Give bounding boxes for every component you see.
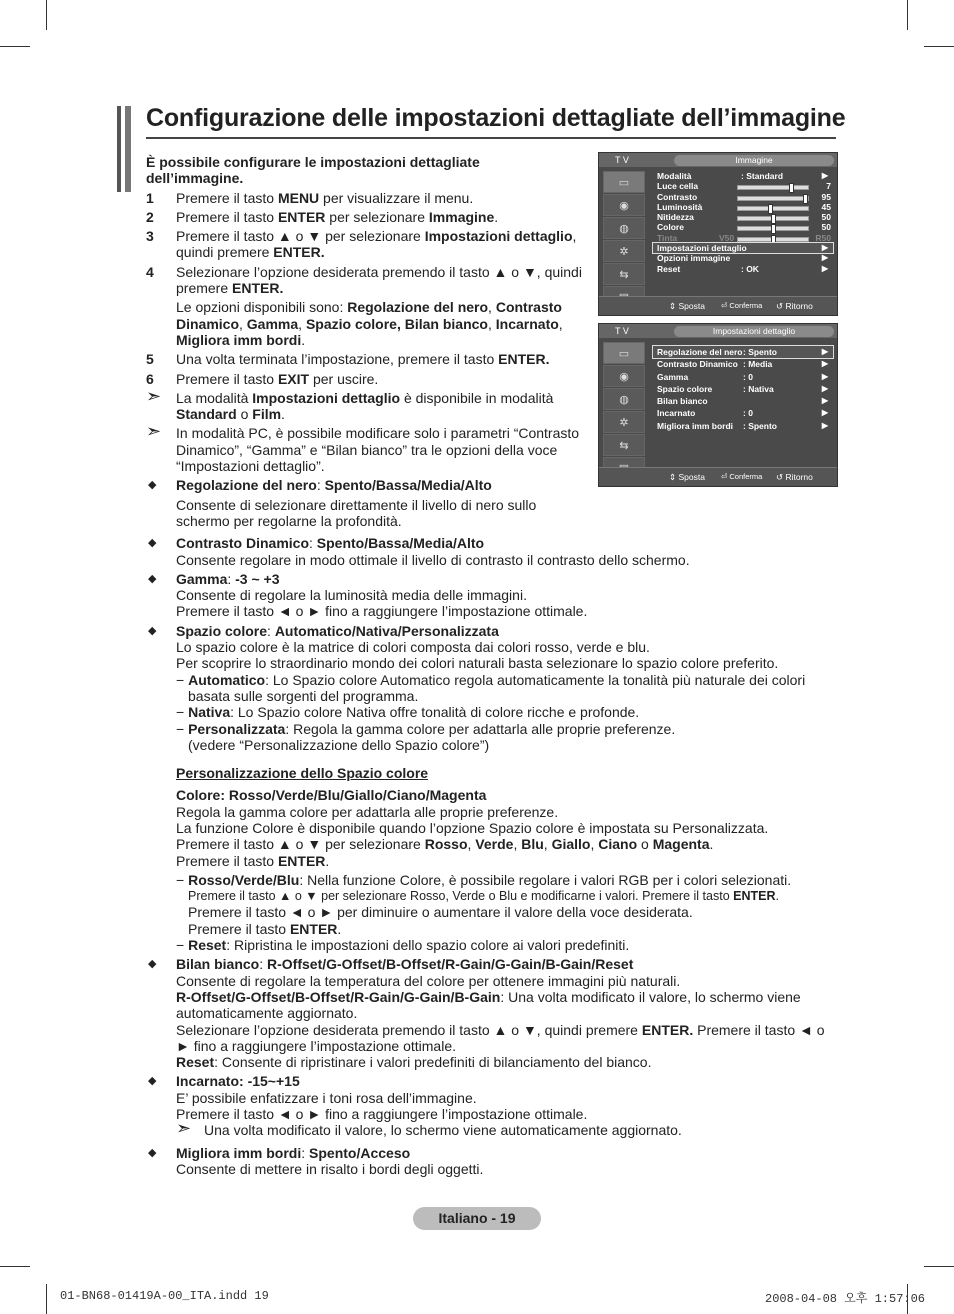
- menu-row-bilan-bianco[interactable]: Bilan bianco ▶: [657, 396, 828, 407]
- sub-rgb-step: Premere il tasto ▲ o ▼ per selezionare Rosso, Verde o Blu e modificarne i valori. Premere il tasto ENTER.: [188, 889, 779, 904]
- menu-row-incarnato[interactable]: Incarnato : 0 ▶: [657, 408, 828, 419]
- sub-rgb-step: Premere il tasto ENTER.: [188, 920, 342, 937]
- bullet-diamond-icon: ◆: [148, 1075, 157, 1088]
- arrow-right-icon: ▶: [821, 396, 828, 406]
- colore-desc: Regola la gamma colore per adattarla alle proprie preferenze.: [176, 803, 559, 820]
- title-rule: [146, 137, 836, 139]
- menu-row-regolazione-nero[interactable]: Regolazione del nero : Spento ▶: [653, 346, 833, 358]
- item-bilan-desc: Selezionare l’opzione desiderata premendo il tasto ▲ o ▼, quindi premere ENTER. Premere il tasto ◄ o ► fino a raggiungere l’impostazione ottimale.: [176, 1021, 825, 1054]
- channel-icon[interactable]: ◍: [603, 388, 645, 410]
- menu-row-colore[interactable]: Colore 50: [657, 222, 831, 233]
- note-arrow-icon: ➣: [176, 1118, 192, 1139]
- step-1: 1 Premere il tasto MENU per visualizzare il menu.: [146, 189, 474, 206]
- tv-menu-rows: [653, 171, 833, 274]
- colore-title: Colore: Rosso/Verde/Blu/Giallo/Ciano/Magenta: [176, 787, 487, 804]
- sound-icon[interactable]: ◉: [603, 194, 645, 216]
- crop-mark: [0, 46, 30, 47]
- slider[interactable]: [737, 196, 809, 201]
- tv-label: T V: [615, 155, 629, 165]
- bullet-diamond-icon: ◆: [148, 958, 157, 971]
- sub-rgb: − Rosso/Verde/Blu: Nella funzione Colore, è possibile regolare i valori RGB per i colori selezionati.: [176, 871, 792, 888]
- item-spazio-desc: Lo spazio colore è la matrice di colori composta dai colori rosso, verde e blu.: [176, 639, 650, 656]
- tv-menu-rows: [653, 346, 833, 432]
- tv-menu-header: [599, 153, 837, 167]
- tv-label: T V: [615, 326, 629, 336]
- sound-icon[interactable]: ◉: [603, 365, 645, 387]
- menu-row-luce-cella[interactable]: Luce cella 7: [657, 181, 831, 192]
- item-incarnato: ◆ Incarnato: -15~+15: [148, 1073, 300, 1090]
- note-1: ➣ La modalità Impostazioni dettaglio è disponibile in modalità Standard o Film.: [146, 385, 554, 423]
- item-contrasto: ◆ Contrasto Dinamico: Spento/Bassa/Media/Alto: [148, 535, 485, 552]
- bullet-diamond-icon: ◆: [148, 572, 157, 585]
- item-gamma-desc: Premere il tasto ◄ o ► fino a raggiungere l’impostazione ottimale.: [176, 603, 588, 620]
- note-arrow-icon: ➣: [146, 385, 162, 406]
- tv-sidebar: [603, 171, 647, 309]
- slider[interactable]: [737, 185, 809, 190]
- picture-icon[interactable]: ▭: [603, 171, 645, 193]
- crop-mark: [907, 0, 908, 30]
- item-bilan-desc: R-Offset/G-Offset/B-Offset/R-Gain/G-Gain/B-Gain: Una volta modificato il valore, lo schermo viene automaticamente aggiornato.: [176, 988, 801, 1022]
- slider[interactable]: [737, 216, 809, 221]
- tv-menu-footer: [599, 296, 837, 315]
- item-gamma: ◆ Gamma: -3 ~ +3: [148, 570, 280, 587]
- step-4: 4 Selezionare l’opzione desiderata premendo il tasto ▲ o ▼, quindi premere ENTER.: [146, 263, 582, 297]
- slider[interactable]: [737, 206, 809, 211]
- menu-row-opzioni-immagine[interactable]: Opzioni immagine ▶: [657, 253, 828, 264]
- colore-desc: La funzione Colore è disponibile quando l’opzione Spazio colore è impostata su Personalizzata.: [176, 819, 769, 836]
- arrow-right-icon: ▶: [821, 359, 828, 369]
- sub-personalizzata: − Personalizzata: Regola la gamma colore per adattarla alle proprie preferenze.: [176, 720, 676, 737]
- menu-row-contrasto-dinamico[interactable]: Contrasto Dinamico : Media ▶: [657, 359, 828, 370]
- colore-desc: Premere il tasto ENTER.: [176, 852, 330, 869]
- return-icon: ↺: [776, 301, 786, 311]
- arrow-right-icon: ▶: [821, 408, 828, 418]
- step-5: 5 Una volta terminata l’impostazione, premere il tasto ENTER.: [146, 351, 550, 368]
- crop-mark: [46, 0, 47, 30]
- crop-mark: [0, 1266, 30, 1267]
- item-spazio-desc: Per scoprire lo straordinario mondo dei colori naturali basta selezionare lo spazio colore preferito.: [176, 655, 779, 672]
- item-nero: ◆ Regolazione del nero: Spento/Bassa/Media/Alto: [148, 477, 492, 494]
- slider[interactable]: [737, 226, 809, 231]
- tv-menu-impostazioni-dettaglio: [598, 323, 838, 487]
- sub-personalizzata-ref: (vedere “Personalizzazione dello Spazio colore”): [188, 736, 490, 753]
- menu-row-migliora-bordi[interactable]: Migliora imm bordi : Spento ▶: [657, 420, 828, 431]
- step-6: 6 Premere il tasto EXIT per uscire.: [146, 370, 379, 387]
- move-hint: ⇕ Sposta: [669, 301, 705, 311]
- enter-icon: ⏎: [721, 472, 730, 481]
- tv-menu-title: Immagine: [674, 155, 834, 166]
- item-incarnato-note: ➣ Una volta modificato il valore, lo schermo viene automaticamente aggiornato.: [176, 1118, 682, 1139]
- arrow-right-icon: ▶: [821, 420, 828, 430]
- menu-row-reset[interactable]: Reset : OK ▶: [657, 263, 828, 274]
- move-hint: ⇕ Sposta: [669, 472, 705, 482]
- step-3: 3 Premere il tasto ▲ o ▼ per selezionare Impostazioni dettaglio, quindi premere ENTER.: [146, 228, 577, 261]
- arrow-right-icon: ▶: [821, 383, 828, 393]
- section-personalizzazione: Personalizzazione dello Spazio colore: [176, 765, 429, 782]
- setup-icon[interactable]: ✲: [603, 411, 645, 433]
- tv-menu-title: Impostazioni dettaglio: [674, 326, 834, 337]
- section-bar: [117, 106, 121, 192]
- tv-sidebar: [603, 342, 647, 480]
- return-hint: ↺ Ritorno: [776, 301, 813, 311]
- intro: È possibile configurare le impostazioni dettagliate dell’immagine.: [146, 154, 480, 187]
- step-2: 2 Premere il tasto ENTER per selezionare Immagine.: [146, 208, 499, 225]
- note-arrow-icon: ➣: [146, 421, 162, 442]
- return-hint: ↺ Ritorno: [776, 472, 813, 482]
- colore-desc: Premere il tasto ▲ o ▼ per selezionare Rosso, Verde, Blu, Giallo, Ciano o Magenta.: [176, 836, 714, 853]
- item-bordi: ◆ Migliora imm bordi: Spento/Acceso: [148, 1144, 411, 1161]
- crop-mark: [924, 1266, 954, 1267]
- input-icon[interactable]: ⇆: [603, 263, 645, 285]
- enter-hint: ⏎ Conferma: [721, 472, 763, 481]
- setup-icon[interactable]: ✲: [603, 240, 645, 262]
- item-spazio: ◆ Spazio colore: Automatico/Nativa/Personalizzata: [148, 622, 499, 639]
- file-info: 01-BN68-01419A-00_ITA.indd 19: [60, 1289, 269, 1303]
- item-incarnato-desc: Premere il tasto ◄ o ► fino a raggiungere l’impostazione ottimale.: [176, 1106, 588, 1123]
- item-contrasto-desc: Consente regolare in modo ottimale il livello di contrasto il contrasto dello schermo.: [176, 551, 690, 568]
- menu-row-luminosita[interactable]: Luminosità 45: [657, 201, 831, 212]
- crop-mark: [924, 46, 954, 47]
- enter-icon: ⏎: [721, 301, 730, 310]
- item-bilan: ◆ Bilan bianco: R-Offset/G-Offset/B-Offset/R-Gain/G-Gain/B-Gain/Reset: [148, 956, 634, 973]
- arrow-right-icon: ▶: [821, 347, 828, 356]
- menu-row-modalita[interactable]: Modalità : Standard ▶: [657, 171, 828, 181]
- input-icon[interactable]: ⇆: [603, 434, 645, 456]
- channel-icon[interactable]: ◍: [603, 217, 645, 239]
- sub-automatico: − Automatico: Lo Spazio colore Automatico regola automaticamente la tonalità più naturale dei colori basata sulle sorgenti del programma.: [176, 671, 806, 704]
- bullet-diamond-icon: ◆: [148, 537, 157, 550]
- menu-row-contrasto[interactable]: Contrasto 95: [657, 191, 831, 202]
- section-bar: [125, 106, 131, 192]
- picture-icon[interactable]: ▭: [603, 342, 645, 364]
- print-date: 2008-04-08 오후 1:57:06: [765, 1292, 926, 1306]
- item-incarnato-desc: E’ possibile enfatizzare i toni rosa dell’immagine.: [176, 1089, 477, 1106]
- bullet-diamond-icon: ◆: [148, 479, 157, 492]
- note-2: ➣ In modalità PC, è possibile modificare solo i parametri “Contrasto Dinamico”, “Gamma” e “Bilan bianco” tra le opzioni della voce “Impostazioni dettaglio”.: [146, 421, 580, 475]
- item-bilan-desc: Consente di regolare la temperatura del colore per ottenere immagini più naturali.: [176, 972, 681, 989]
- bullet-diamond-icon: ◆: [148, 1146, 157, 1159]
- menu-row-tinta[interactable]: Tinta V50 R50: [657, 232, 831, 243]
- item-bilan-desc: Reset: Consente di ripristinare i valori predefiniti di bilanciamento del bianco.: [176, 1054, 652, 1071]
- tv-menu-header: [599, 324, 837, 338]
- options-intro: Le opzioni disponibili sono: Regolazione del nero, Contrasto Dinamico, Gamma, Spazio colore, Bilan bianco, Incarnato, Migliora imm bordi.: [176, 299, 563, 348]
- tv-menu-footer: [599, 467, 837, 486]
- item-nero-desc: Consente di selezionare direttamente il livello di nero sullo schermo per regolarne la profondità.: [176, 496, 537, 529]
- updown-icon: ⇕: [669, 301, 679, 311]
- sub-rgb-step: Premere il tasto ◄ o ► per diminuire o aumentare il valore della voce desiderata.: [188, 904, 693, 921]
- slider[interactable]: [737, 237, 809, 242]
- crop-mark: [46, 1284, 47, 1314]
- menu-row-nitidezza[interactable]: Nitidezza 50: [657, 212, 831, 223]
- return-icon: ↺: [776, 472, 786, 482]
- arrow-right-icon: ▶: [821, 371, 828, 381]
- page-number-badge: Italiano - 19: [413, 1207, 541, 1230]
- item-bordi-desc: Consente di mettere in risalto i bordi degli oggetti.: [176, 1160, 484, 1177]
- sub-nativa: − Nativa: Lo Spazio colore Nativa offre tonalità di colore ricche e profonde.: [176, 704, 640, 721]
- tv-menu-immagine: [598, 152, 838, 316]
- menu-row-spazio-colore[interactable]: Spazio colore : Nativa ▶: [657, 383, 828, 394]
- menu-row-impostazioni-dettaglio[interactable]: Impostazioni dettaglio ▶: [653, 243, 833, 253]
- bullet-diamond-icon: ◆: [148, 624, 157, 637]
- sub-reset: − Reset: Ripristina le impostazioni dello spazio colore ai valori predefiniti.: [176, 937, 630, 954]
- page-title: Configurazione delle impostazioni dettagliate dell’immagine: [146, 104, 846, 132]
- menu-row-gamma[interactable]: Gamma : 0 ▶: [657, 371, 828, 382]
- item-gamma-desc: Consente di regolare la luminosità media delle immagini.: [176, 587, 527, 604]
- enter-hint: ⏎ Conferma: [721, 301, 763, 310]
- updown-icon: ⇕: [669, 472, 679, 482]
